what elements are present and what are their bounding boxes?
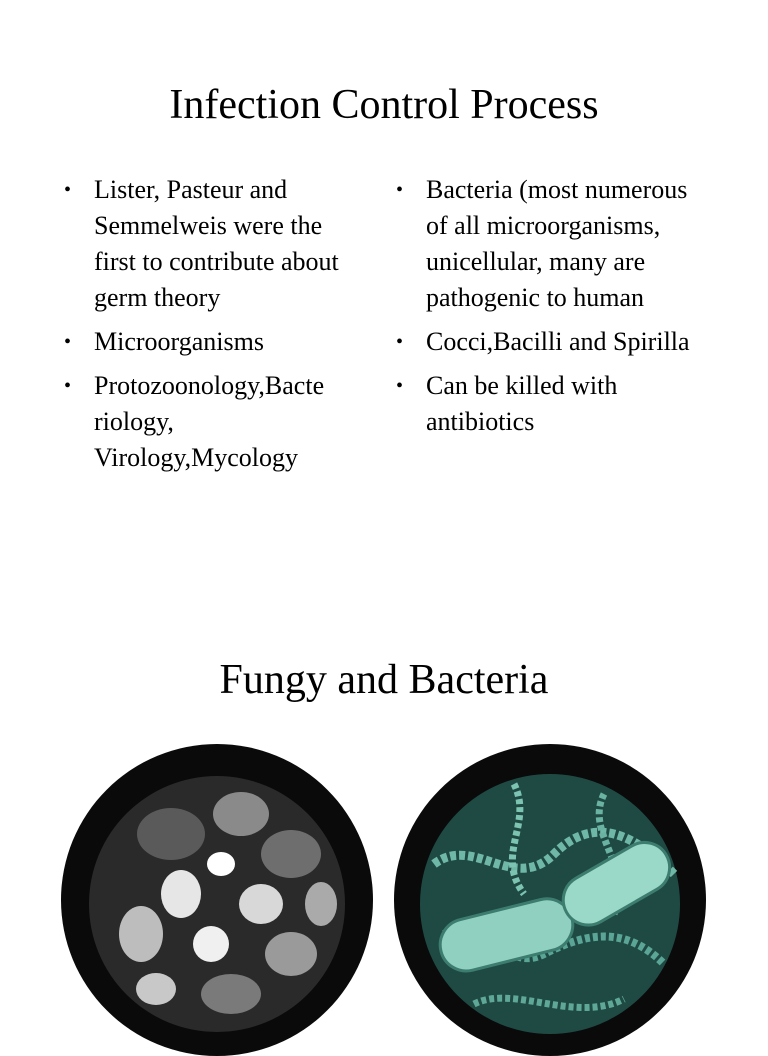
slide-title-infection-control: Infection Control Process [169,82,599,128]
bullet-text: Bacteria (most numerous of all microorganisms, unicellular, many are pathogenic to human [426,175,688,312]
fungi-micrograph-image [61,744,373,1056]
list-item [64,172,364,316]
bullet-text: Can be killed with antibiotics [426,371,618,436]
list-item [396,172,696,316]
bullet-icon: • [64,331,72,353]
list-item [64,324,364,360]
bullet-icon: • [64,375,72,397]
list-item [396,368,696,440]
left-bullet-list [64,172,364,484]
bullet-text: Lister, Pasteur and Semmelweis were the first to contribute about germ theory [94,175,339,312]
bullet-text: Cocci,Bacilli and Spirilla [426,327,690,356]
slide-title-fungy-bacteria: Fungy and Bacteria [219,657,549,703]
bullet-icon: • [396,375,404,397]
list-item [64,368,364,476]
bullet-icon: • [396,331,404,353]
bullet-text: Microorganisms [94,327,264,356]
bullet-icon: • [396,179,404,201]
bacteria-micrograph-graphic [394,744,706,1056]
bullet-text: Protozoonology,Bacte riology, Virology,Mycology [94,371,325,472]
fungi-micrograph-graphic [61,744,373,1056]
right-bullet-list [396,172,696,448]
bacteria-micrograph-image [394,744,706,1056]
bullet-icon: • [64,179,72,201]
list-item [396,324,696,360]
